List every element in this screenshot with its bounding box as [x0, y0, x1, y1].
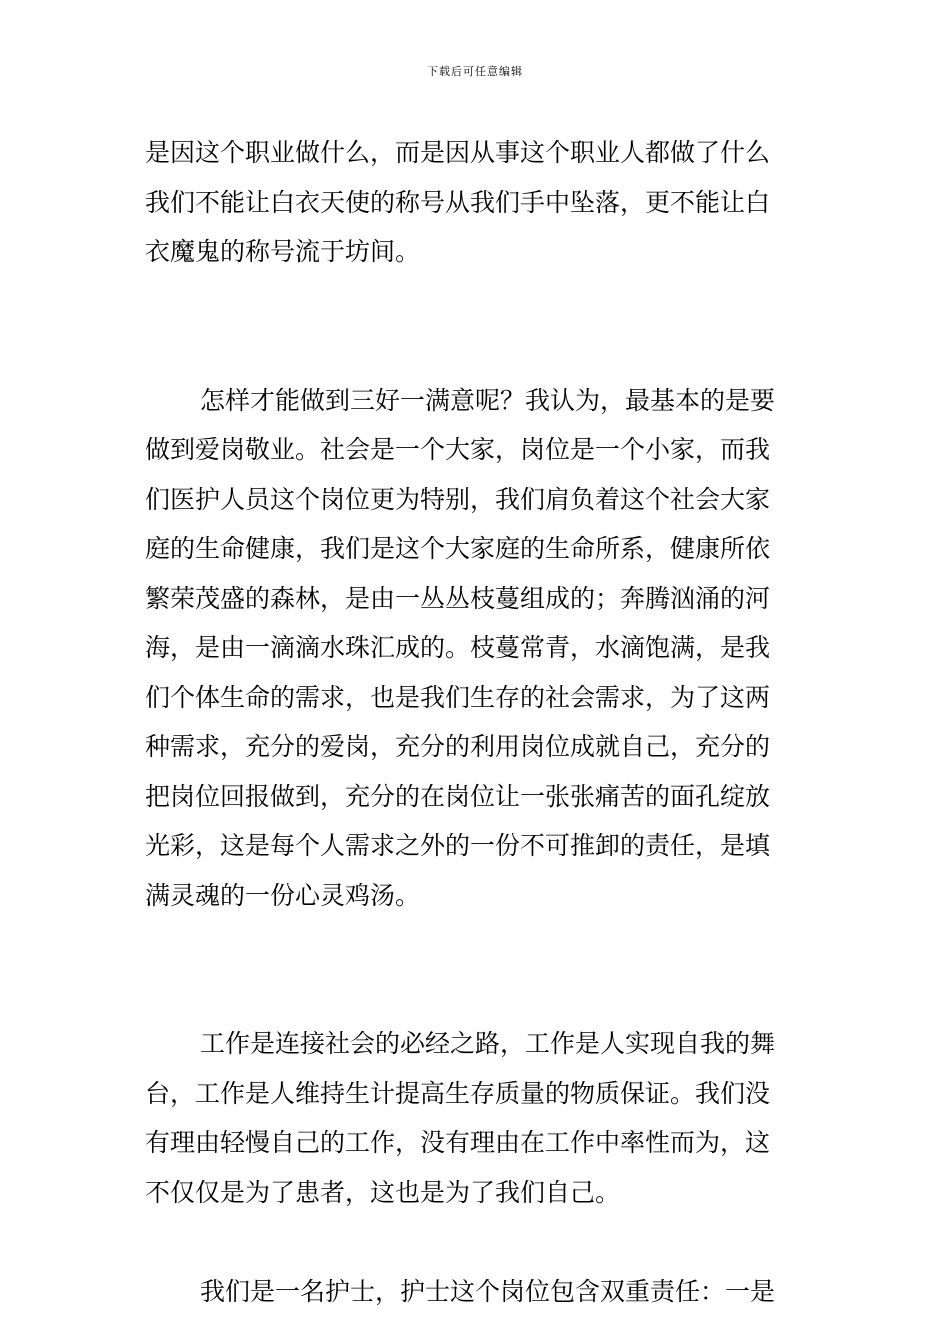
text-line: 把岗位回报做到，充分的在岗位让一张张痛苦的面孔绽放: [145, 781, 771, 811]
text-line: 我们是一名护士，护士这个岗位包含双重责任：一是: [200, 1276, 776, 1306]
paragraph-gap: [145, 326, 811, 376]
text-line: 光彩，这是每个人需求之外的一份不可推卸的责任，是填: [145, 831, 771, 860]
text-line: 工作是连接社会的必经之路，工作是人实现自我的舞: [200, 1029, 776, 1058]
paragraph-gap: [145, 1217, 811, 1267]
paragraph-gap: [145, 970, 811, 1020]
text-line: 繁荣茂盛的森林，是由一丛丛枝蔓组成的；奔腾汹涌的河: [145, 583, 771, 613]
text-line: 们医护人员这个岗位更为特别，我们肩负着这个社会大家: [145, 484, 771, 514]
text-line: 庭的生命健康，我们是这个大家庭的生命所系，健康所依: [145, 534, 771, 563]
text-line: 做到爱岗敬业。社会是一个大家，岗位是一个小家，而我: [145, 435, 771, 464]
text-line: 衣魔鬼的称号流于坊间。: [145, 237, 421, 266]
paragraph-2: [145, 376, 811, 921]
text-line: 我们不能让白衣天使的称号从我们手中坠落，更不能让白: [145, 187, 771, 217]
paragraph-4: [145, 1267, 811, 1317]
document-body: [145, 128, 811, 1316]
text-line: 海，是由一滴滴水珠汇成的。枝蔓常青，水滴饱满，是我: [145, 633, 771, 662]
paragraph-gap: [145, 277, 811, 327]
text-line: 们个体生命的需求，也是我们生存的社会需求，为了这两: [145, 682, 771, 712]
paragraph-gap: [145, 920, 811, 970]
text-line: 台，工作是人维持生计提高生存质量的物质保证。我们没: [145, 1078, 771, 1108]
paragraph-3: [145, 1019, 811, 1217]
text-line: 有理由轻慢自己的工作，没有理由在工作中率性而为，这: [145, 1128, 771, 1157]
text-line: 满灵魂的一份心灵鸡汤。: [145, 880, 421, 910]
text-line: 怎样才能做到三好一满意呢？我认为，最基本的是要: [200, 385, 776, 415]
paragraph-1: [145, 128, 811, 277]
text-line: 是因这个职业做什么，而是因从事这个职业人都做了什么: [145, 138, 771, 167]
text-line: 不仅仅是为了患者，这也是为了我们自己。: [145, 1177, 621, 1207]
text-line: 种需求，充分的爱岗，充分的利用岗位成就自己，充分的: [145, 732, 771, 761]
page-header: 下载后可任意编辑: [427, 65, 523, 78]
